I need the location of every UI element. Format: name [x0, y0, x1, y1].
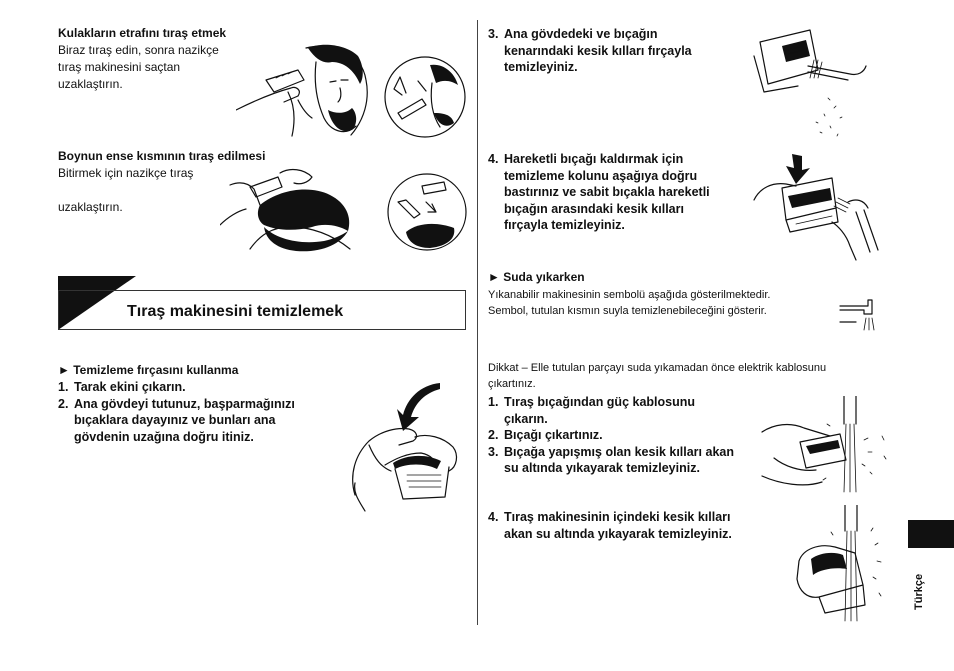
water-step-4: 4. Tıraş makinesinin içindeki kesik kılları akan su altında yıkayarak temizleyiniz.	[488, 509, 758, 542]
right-step-3: 3. Ana gövdedeki ve bıçağın kenarındaki kesik kılları fırçayla temizleyiniz.	[488, 26, 738, 76]
cleaning-section-title: Tıraş makinesini temizlemek	[127, 303, 344, 320]
text-line: Biraz tıraş edin, sonra nazikçe	[58, 43, 219, 57]
step-2-line: bıçaklara dayayınız ve bunları ana	[74, 413, 276, 427]
section-heading-ears: Kulakların etrafını tıraş etmek	[58, 26, 227, 40]
wash-body-illustration	[785, 505, 895, 625]
brush-steps	[58, 379, 348, 445]
trimming-ear-illustration	[236, 40, 376, 140]
text-line: Dikkat – Elle tutulan parçayı suda yıkamadan önce elektrik kablosunu	[488, 362, 827, 374]
neck-trimmer-inset-icon	[384, 172, 470, 252]
water-description	[488, 287, 828, 319]
lever-brush-illustration	[752, 152, 882, 262]
text-line: bıçağın arasındaki kesik kılları	[504, 201, 684, 216]
language-tab-label: Türkçe	[913, 573, 925, 610]
faucet-icon	[838, 296, 882, 334]
section-text-neck-2: uzaklaştırın.	[58, 200, 123, 214]
column-divider	[477, 20, 478, 625]
wash-blade-illustration	[760, 396, 900, 496]
step-1: 1. Tarak ekini çıkarın.	[58, 380, 186, 394]
water-heading: ► Suda yıkarken	[488, 270, 585, 284]
text-line: tıraş makinesini saçtan	[58, 60, 181, 74]
brush-blade-illustration	[740, 26, 870, 146]
text-line: fırçayla temizleyiniz.	[504, 218, 625, 232]
step-2-line: gövdenin uzağına doğru itiniz.	[74, 429, 254, 444]
text-line: Sembol, tutulan kısmın suyla temizlenebileceğini gösterir.	[488, 305, 767, 317]
text-line: Yıkanabilir makinesinin sembolü aşağıda gösterilmektedir.	[488, 289, 771, 301]
text-line: temizleyiniz.	[504, 60, 578, 74]
trimmer-angle-inset-icon	[380, 55, 470, 140]
section-text-ears	[58, 42, 219, 93]
caution-text	[488, 360, 888, 392]
water-steps: 1. Tıraş bıçağından güç kablosunu çıkarın. 2. Bıçağı çıkartınız. 3. Bıçağa yapışmış olan kesik kılları akan su altında yıkayarak temizleyiniz.	[488, 394, 758, 477]
language-tab-block	[908, 520, 954, 548]
right-step-4: 4. Hareketli bıçağı kaldırmak için temizleme kolunu aşağıya doğru bastırınız ve sabit bıçakla hareketli bıçağın arasındaki kesik kılları fırçayla temizleyiniz.	[488, 151, 738, 234]
trimming-neck-illustration	[220, 165, 370, 255]
text-line: çıkarın.	[504, 411, 548, 426]
section-heading-neck: Boynun ense kısmının tıraş edilmesi	[58, 149, 266, 163]
text-line: çıkartınız.	[488, 378, 536, 390]
text-line: temizleme kolunu aşağıya doğru	[504, 168, 698, 183]
text-line: akan su altında yıkayarak temizleyiniz.	[504, 526, 732, 541]
section-text-neck-1: Bitirmek için nazikçe tıraş	[58, 166, 194, 180]
text-line: kenarındaki kesik kılları fırçayla	[504, 43, 692, 58]
text-line: bastırınız ve sabit bıçakla hareketli	[504, 185, 710, 199]
remove-blade-illustration	[345, 375, 470, 515]
text-line: su altında yıkayarak temizleyiniz.	[504, 461, 700, 475]
brush-heading: ► Temizleme fırçasını kullanma	[58, 363, 239, 377]
text-line: uzaklaştırın.	[58, 77, 123, 91]
step-2: 2. Ana gövdeyi tutunuz, başparmağınızı	[58, 396, 295, 411]
